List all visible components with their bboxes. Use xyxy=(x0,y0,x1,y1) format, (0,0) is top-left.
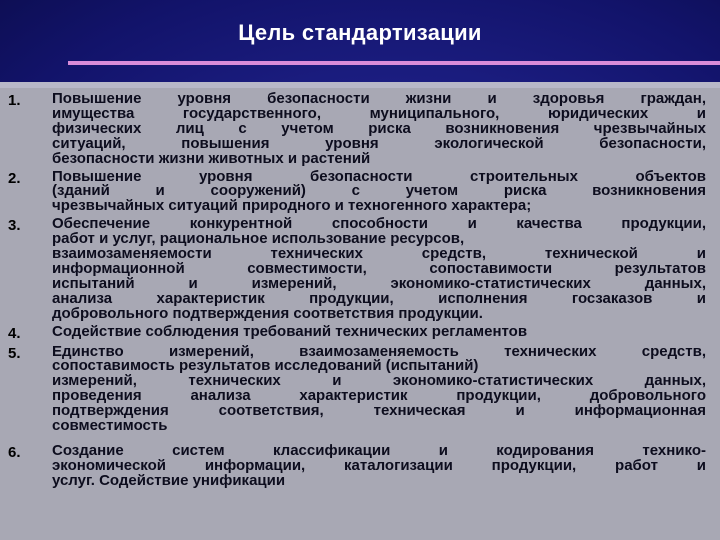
goal-line: ситуаций, повышения уровня экологической безопасности, xyxy=(52,134,706,152)
goal-number: 2. xyxy=(8,169,21,187)
goal-item-5 xyxy=(0,342,720,435)
goal-number: 5. xyxy=(8,344,21,362)
goal-text xyxy=(52,217,706,321)
goal-line: добровольного подтверждения соответствия продукции. xyxy=(52,304,483,322)
goal-line: имущества государственного, муниципального, юридических и xyxy=(52,104,706,122)
goal-number: 6. xyxy=(8,443,21,461)
title-underline xyxy=(68,61,720,65)
goal-line: подтверждения соответствия, техническая и информационная xyxy=(52,402,706,420)
goal-item-6 xyxy=(0,441,720,489)
goal-text xyxy=(52,167,706,215)
goal-item-1 xyxy=(0,92,720,167)
slide-title: Цель стандартизации xyxy=(238,20,482,45)
goal-text xyxy=(52,322,706,340)
goal-line: экономической информации, каталогизации продукции, работ и xyxy=(52,456,706,474)
goal-line: чрезвычайных ситуаций природного и техногенного характера; xyxy=(52,197,532,215)
goal-line: взаимозаменяемости технических средств, технической и xyxy=(52,245,706,263)
goal-line: (зданий и сооружений) с учетом риска возникновения xyxy=(52,182,706,200)
goal-line: измерений, технических и экономико-статистических данных, xyxy=(52,372,706,390)
goal-list xyxy=(0,92,720,489)
goal-text xyxy=(52,441,706,489)
goal-line: работ и услуг, рациональное использование ресурсов, xyxy=(52,230,465,248)
goal-line: услуг. Содействие унификации xyxy=(52,471,286,489)
goal-text xyxy=(52,342,706,435)
goal-line: Обеспечение конкурентной способности и качества продукции, xyxy=(52,215,706,233)
goal-text xyxy=(52,92,706,167)
goal-line: Повышение уровня безопасности жизни и здоровья граждан, xyxy=(52,90,706,107)
goal-line: сопоставимость результатов исследований (испытаний) xyxy=(52,357,479,375)
goal-number: 4. xyxy=(8,324,21,342)
goal-line: Единство измерений, взаимозаменяемость технических средств, xyxy=(52,342,706,360)
goal-item-2 xyxy=(0,167,720,215)
goal-item-4 xyxy=(0,322,720,342)
goal-line: информационной совместимости, сопоставимости результатов xyxy=(52,259,706,277)
goal-line: проведения анализа характеристик продукции, добровольного xyxy=(52,387,706,405)
goal-line: безопасности жизни животных и растений xyxy=(52,149,371,167)
goal-line: совместимость xyxy=(52,417,168,435)
goal-line: физических лиц с учетом риска возникновения чрезвычайных xyxy=(52,119,706,137)
goal-line: Создание систем классификации и кодирования технико- xyxy=(52,441,706,459)
goal-item-3 xyxy=(0,217,720,321)
goal-line: Повышение уровня безопасности строительных объектов xyxy=(52,167,706,185)
goal-number: 3. xyxy=(8,217,21,235)
goal-line: испытаний и измерений, экономико-статистических данных, xyxy=(52,274,706,292)
goal-line: Содействие соблюдения требований технических регламентов xyxy=(52,322,528,340)
goal-number: 1. xyxy=(8,92,21,109)
goal-line: анализа характеристик продукции, исполнения госзаказов и xyxy=(52,289,706,307)
